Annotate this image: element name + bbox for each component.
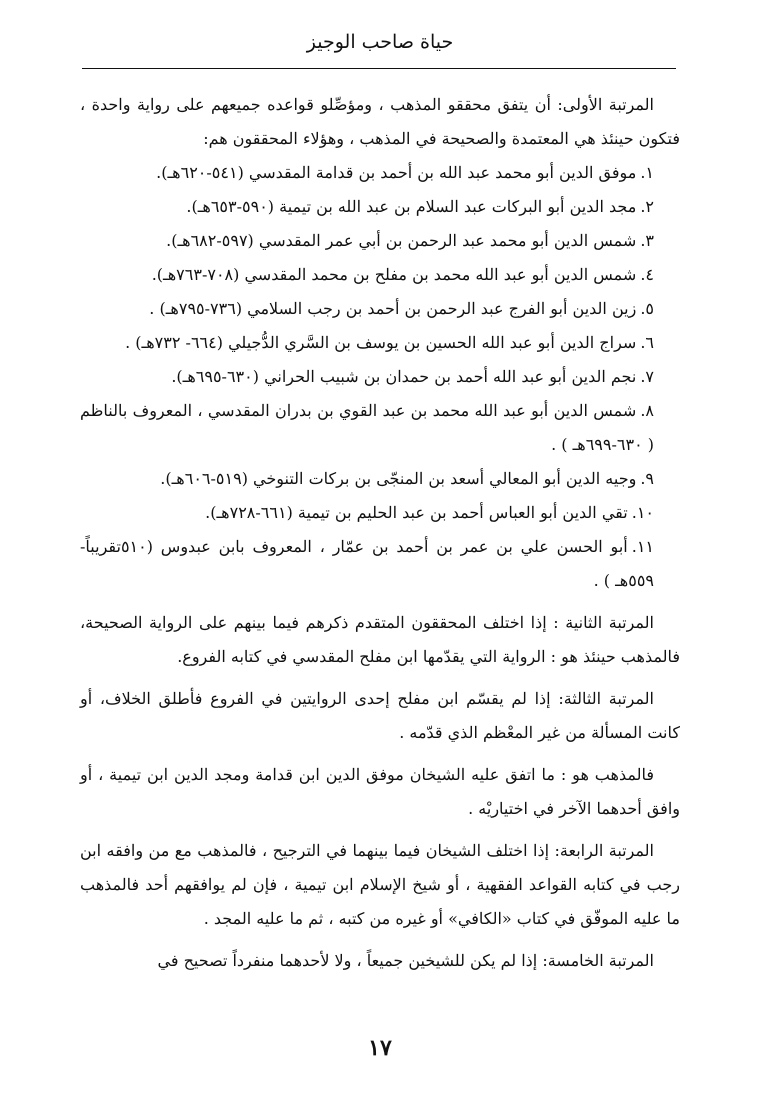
header-rule <box>82 68 676 69</box>
list-number: ١١. <box>631 537 655 556</box>
list-text: شمس الدين أبو محمد عبد الرحمن بن أبي عمر المقدسي (٥٩٧-٦٨٢هـ). <box>166 231 637 250</box>
list-item <box>80 496 680 530</box>
list-number: ٨. <box>640 401 654 420</box>
list-text: مجد الدين أبو البركات عبد السلام بن عبد الله بن تيمية (٥٩٠-٦٥٣هـ). <box>186 197 637 216</box>
paragraph-madhhab: فالمذهب هو : ما اتفق عليه الشيخان موفق الدين ابن قدامة ومجد الدين ابن تيمية ، أو وافق أحدهما الآخر في اختياريْه . <box>80 765 680 818</box>
list-text: سراج الدين أبو عبد الله الحسين بن يوسف بن السَّري الدُّجيلي (٦٦٤- ٧٣٢هـ) . <box>125 333 637 352</box>
list-text: موفق الدين أبو محمد عبد الله بن أحمد بن قدامة المقدسي (٥٤١-٦٢٠هـ). <box>156 163 637 182</box>
page-number: ١٧ <box>368 1035 392 1061</box>
list-item <box>80 462 680 496</box>
list-item <box>80 224 680 258</box>
scholars-list <box>80 156 680 598</box>
list-text: وجيه الدين أبو المعالي أسعد بن المنجّى بن بركات التنوخي (٥١٩-٦٠٦هـ). <box>160 469 637 488</box>
page-body <box>80 88 680 978</box>
paragraph-rank-5: المرتبة الخامسة: إذا لم يكن للشيخين جميعاً ، ولا لأحدهما منفرداً تصحيح في <box>157 951 654 970</box>
list-number: ١. <box>640 163 654 182</box>
list-text: تقي الدين أبو العباس أحمد بن عبد الحليم بن تيمية (٦٦١-٧٢٨هـ). <box>205 503 628 522</box>
list-text: أبو الحسن علي بن عمر بن أحمد بن عمّار ، المعروف بابن عبدوس (٥١٠تقريباً- ٥٥٩هـ ) . <box>80 537 654 590</box>
list-number: ٣. <box>640 231 654 250</box>
list-number: ٦. <box>640 333 654 352</box>
list-number: ٧. <box>640 367 654 386</box>
list-item <box>80 258 680 292</box>
running-head: حياة صاحب الوجيز <box>306 31 454 53</box>
list-item <box>80 156 680 190</box>
list-item <box>80 394 680 462</box>
list-item <box>80 326 680 360</box>
list-number: ٥. <box>640 299 654 318</box>
list-number: ٢. <box>640 197 654 216</box>
paragraph-rank-3: المرتبة الثالثة: إذا لم يقسّم ابن مفلح إحدى الروايتين في الفروع فأطلق الخلاف، أو كانت المسألة من غير المعْظم الذي قدّمه . <box>80 689 680 742</box>
list-item <box>80 190 680 224</box>
list-number: ٤. <box>640 265 654 284</box>
paragraph-rank-1: المرتبة الأولى: أن يتفق محققو المذهب ، ومؤصِّلو قواعده جميعهم على رواية واحدة ، فتكون حينئذ هي المعتمدة والصحيحة في المذهب ، وهؤلاء المحققون هم: <box>80 95 680 148</box>
list-item <box>80 360 680 394</box>
list-number: ٩. <box>640 469 654 488</box>
list-text: نجم الدين أبو عبد الله أحمد بن حمدان بن شبيب الحراني (٦٣٠-٦٩٥هـ). <box>171 367 637 386</box>
list-number: ١٠. <box>631 503 654 522</box>
list-text: شمس الدين أبو عبد الله محمد بن عبد القوي بن بدران المقدسي ، المعروف بالناظم ( ٦٣٠-٦٩٩هـ ) . <box>80 401 654 454</box>
list-text: زين الدين أبو الفرج عبد الرحمن بن أحمد بن رجب السلامي (٧٣٦-٧٩٥هـ) . <box>149 299 637 318</box>
paragraph-rank-2: المرتبة الثانية : إذا اختلف المحققون المتقدم ذكرهم فيما بينهم على الرواية الصحيحة، فالمذهب حينئذ هو : الرواية التي يقدّمها ابن مفلح المقدسي في كتابه الفروع. <box>80 613 680 666</box>
list-item <box>80 530 680 598</box>
paragraph-rank-4: المرتبة الرابعة: إذا اختلف الشيخان فيما بينهما في الترجيح ، فالمذهب مع من وافقه ابن رجب في كتابه القواعد الفقهية ، أو شيخ الإسلام ابن تيمية ، فإن لم يوافقهم أحد فالمذهب ما عليه الموفّق في كتاب «الكافي» أو غيره من كتبه ، ثم ما عليه المجد . <box>80 841 680 928</box>
list-item <box>80 292 680 326</box>
list-text: شمس الدين أبو عبد الله محمد بن مفلح بن محمد المقدسي (٧٠٨-٧٦٣هـ). <box>151 265 637 284</box>
